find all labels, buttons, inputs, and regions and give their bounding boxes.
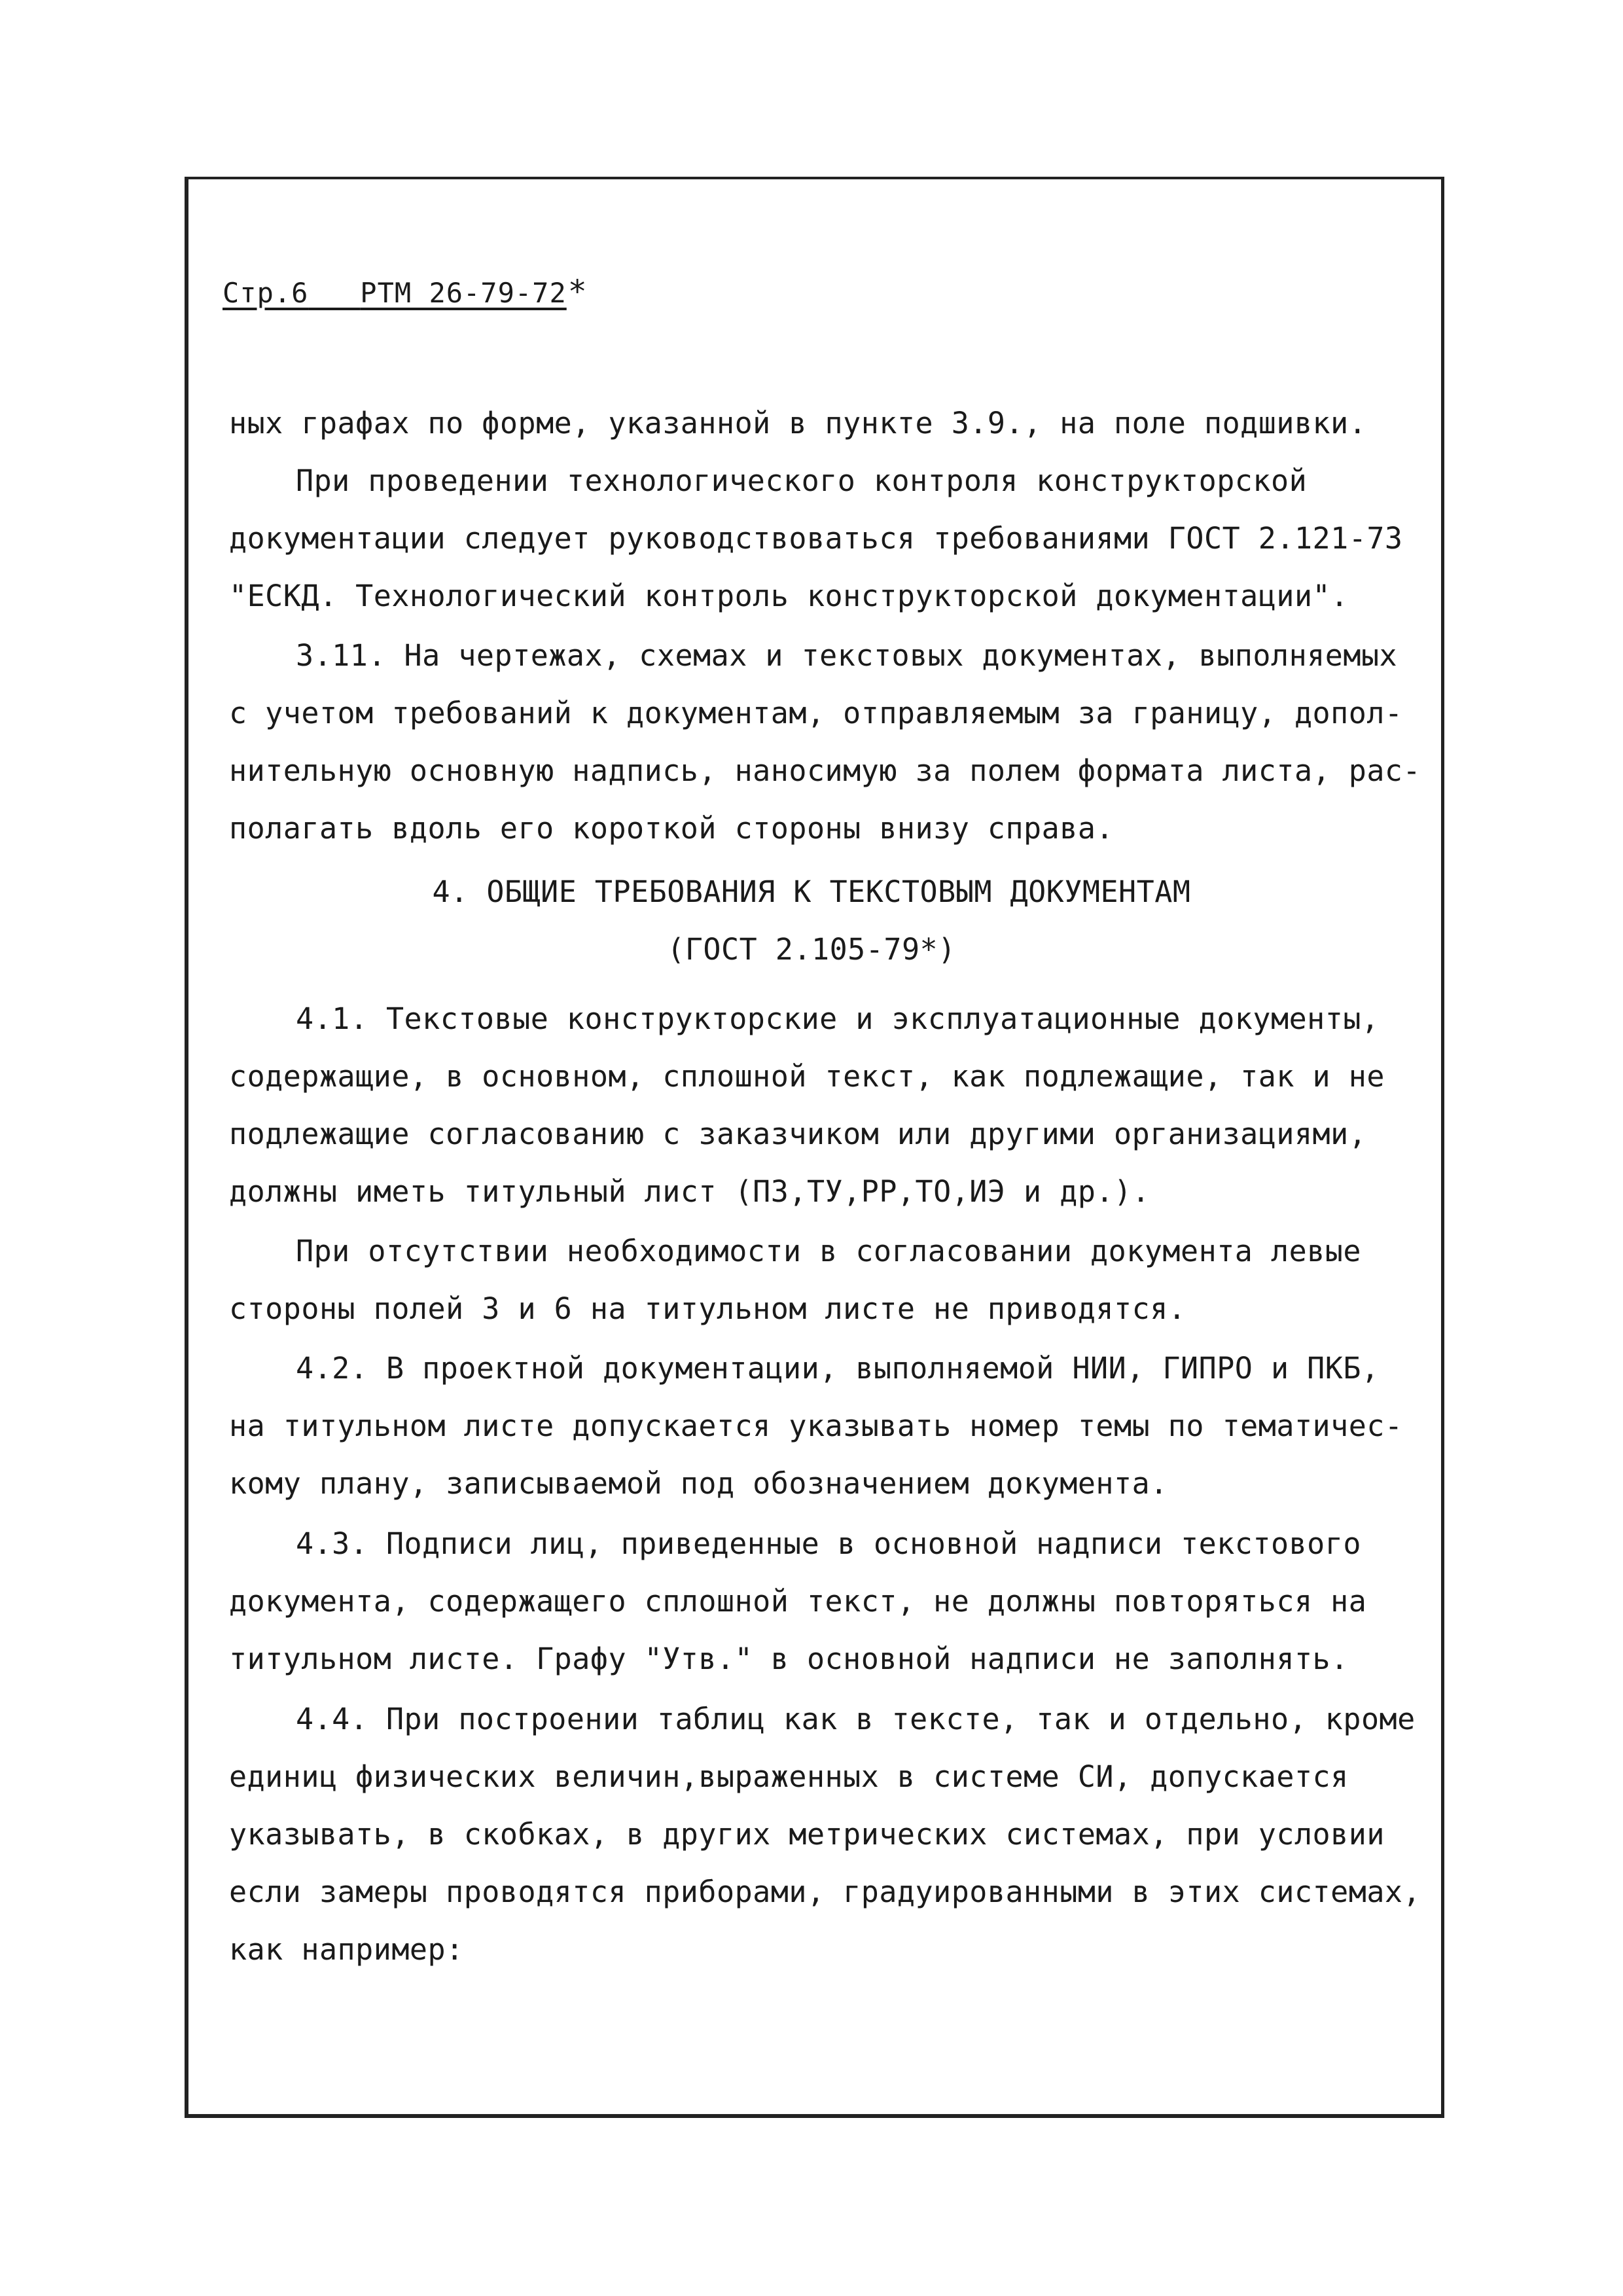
text-line: указывать, в скобках, в других метрических системах, при условии [229, 1817, 1385, 1852]
text-line: должны иметь титульный лист (ПЗ,ТУ,РР,ТО,ИЭ и др.). [229, 1174, 1150, 1209]
page-header [223, 274, 588, 310]
text-line: полагать вдоль его короткой стороны внизу справа. [229, 811, 1115, 846]
section-heading: 4. ОБЩИЕ ТРЕБОВАНИЯ К ТЕКСТОВЫМ ДОКУМЕНТАМ [432, 874, 1191, 909]
text-line: с учетом требований к документам, отправляемым за границу, допол- [229, 696, 1403, 730]
text-line: 4.1. Текстовые конструкторские и эксплуатационные документы, [296, 1001, 1380, 1036]
text-line: стороны полей 3 и 6 на титульном листе не приводятся. [229, 1291, 1186, 1326]
text-line: 4.2. В проектной документации, выполняемой НИИ, ГИПРО и ПКБ, [296, 1351, 1380, 1386]
text-line: подлежащие согласованию с заказчиком или другими организациями, [229, 1117, 1367, 1151]
text-line: 4.3. Подписи лиц, приведенные в основной надписи текстового [296, 1526, 1361, 1561]
page-number: Стр.6 [223, 277, 309, 309]
text-line: документа, содержащего сплошной текст, не должны повторяться на [229, 1584, 1367, 1619]
text-line: "ЕСКД. Технологический контроль конструкторской документации". [229, 579, 1349, 613]
text-line: 3.11. На чертежах, схемах и текстовых документах, выполняемых [296, 638, 1398, 673]
text-line: 4.4. При построении таблиц как в тексте, так и отдельно, кроме [296, 1702, 1416, 1736]
text-line: нительную основную надпись, наносимую за полем формата листа, рас- [229, 753, 1421, 788]
text-line: на титульном листе допускается указывать номер темы по тематичес- [229, 1408, 1403, 1443]
text-line: ных графах по форме, указанной в пункте 3.9., на поле подшивки. [229, 406, 1367, 440]
document-code: РТМ 26-79-72 [360, 277, 567, 309]
text-line: кому плану, записываемой под обозначением документа. [229, 1466, 1168, 1501]
text-line: При проведении технологического контроля конструкторской [296, 463, 1308, 498]
revision-asterisk: * [567, 274, 588, 310]
text-line: как например: [229, 1932, 464, 1967]
text-line: титульном листе. Графу "Утв." в основной надписи не заполнять. [229, 1641, 1349, 1676]
text-line: единиц физических величин,выраженных в системе СИ, допускается [229, 1759, 1349, 1794]
text-line: содержащие, в основном, сплошной текст, как подлежащие, так и не [229, 1059, 1385, 1094]
section-subheading: (ГОСТ 2.105-79*) [667, 932, 956, 967]
text-line: если замеры проводятся приборами, градуированными в этих системах, [229, 1874, 1421, 1909]
text-line: документации следует руководствоваться требованиями ГОСТ 2.121-73 [229, 521, 1403, 556]
text-line: При отсутствии необходимости в согласовании документа левые [296, 1234, 1361, 1268]
